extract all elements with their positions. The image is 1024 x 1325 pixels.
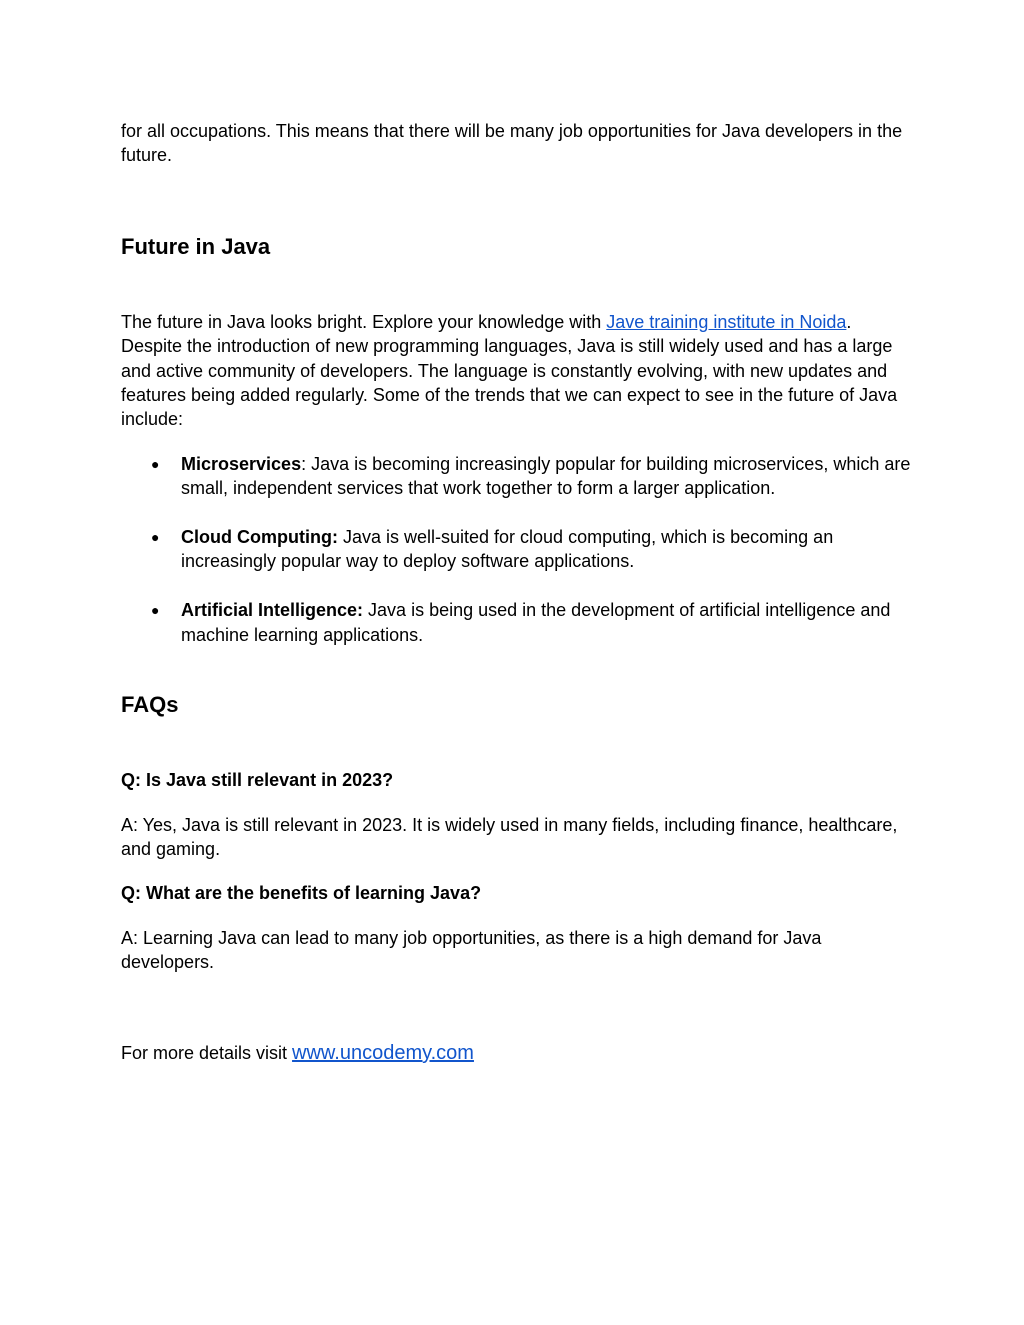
faq-answer: A: Yes, Java is still relevant in 2023. It is widely used in many fields, including finance, healthcare, and gaming. <box>121 815 898 860</box>
bullet-icon: ● <box>151 602 160 619</box>
more-details-text: For more details visit <box>121 1043 293 1063</box>
future-in-java-paragraph <box>121 310 911 431</box>
list-item <box>121 598 911 647</box>
java-training-link[interactable]: Jave training institute in Noida <box>606 312 847 332</box>
uncodemy-website-link[interactable]: www.uncodemy.com <box>292 1042 474 1064</box>
list-item <box>121 525 911 574</box>
faq-question: Q: What are the benefits of learning Java? <box>121 883 482 903</box>
bullet-title: Microservices <box>181 454 302 474</box>
java-trends-list <box>121 452 911 672</box>
bullet-title: Cloud Computing: <box>181 527 338 548</box>
bullet-text: Java is being used in the development of artificial intelligence and machine learning applications. <box>181 600 891 645</box>
future-text-after-link: . Despite the introduction of new programming languages, Java is still widely used and has a large and active community of developers. The language is constantly evolving, with new updates and features being added regularly. Some of the trends that we can expect to see in the future of Java include: <box>121 312 898 430</box>
bullet-title: Artificial Intelligence: <box>181 600 364 621</box>
future-in-java-heading: Future in Java <box>121 234 271 259</box>
more-details-line <box>121 1040 474 1066</box>
intro-paragraph: for all occupations. This means that there will be many job opportunities for Java developers in the future. <box>121 121 903 166</box>
bullet-icon: ● <box>151 456 160 472</box>
bullet-text: Java is well-suited for cloud computing, which is becoming an increasingly popular way to deploy software applications. <box>181 527 834 572</box>
future-text-before-link: The future in Java looks bright. Explore your knowledge with <box>121 312 607 332</box>
bullet-text: : Java is becoming increasingly popular for building microservices, which are small, independent services that work together to form a larger application. <box>181 454 911 499</box>
list-item <box>121 452 911 501</box>
faqs-heading: FAQs <box>121 692 179 717</box>
bullet-icon: ● <box>151 529 160 546</box>
faq-answer: A: Learning Java can lead to many job opportunities, as there is a high demand for Java developers. <box>121 928 822 973</box>
faq-question: Q: Is Java still relevant in 2023? <box>121 770 394 790</box>
